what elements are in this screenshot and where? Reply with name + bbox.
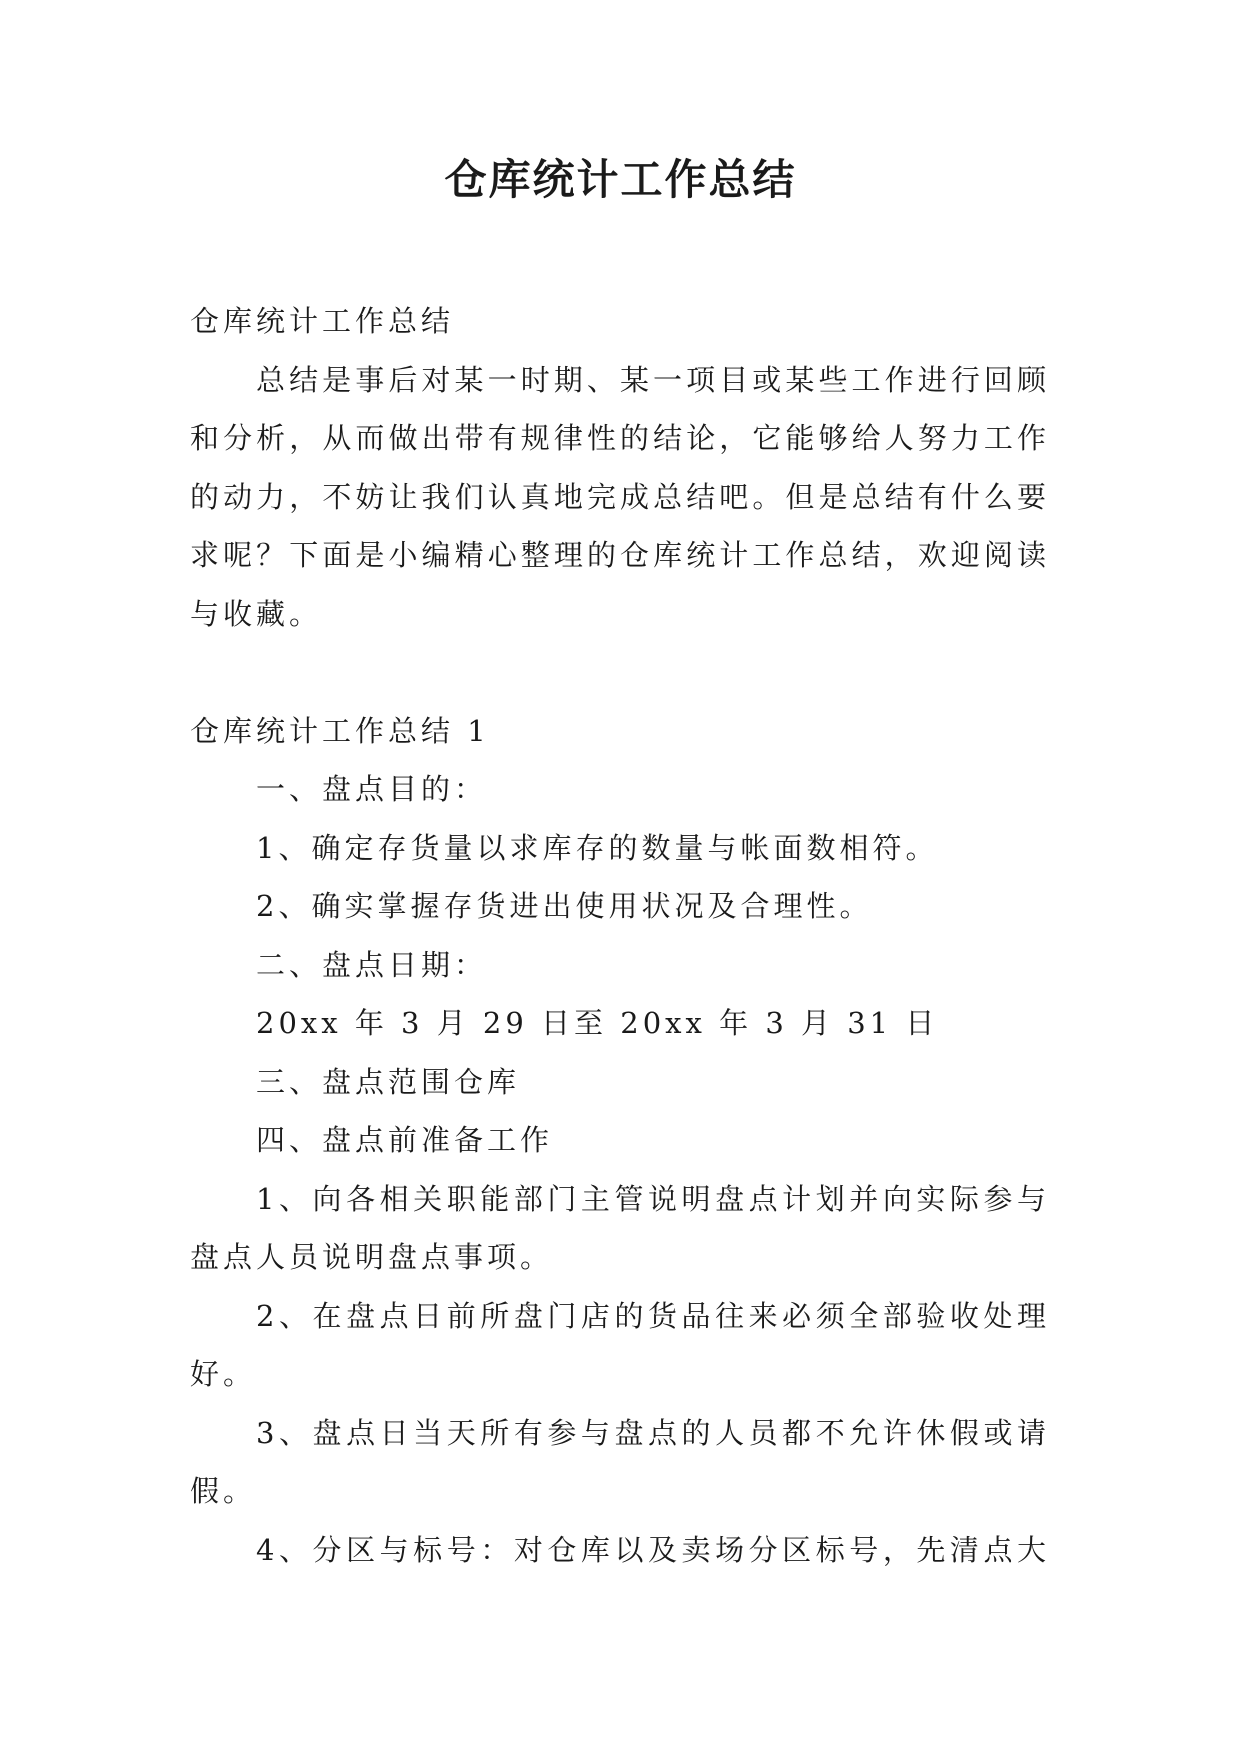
prep-heading: 四、盘点前准备工作 — [256, 1123, 554, 1157]
prep-item-4: 4、分区与标号：对仓库以及卖场分区标号，先清点大 — [256, 1532, 1050, 1567]
purpose-heading: 一、盘点目的： — [256, 772, 488, 806]
section-heading: 仓库统计工作总结 1 — [190, 713, 490, 748]
paragraph-spacer — [190, 643, 1050, 702]
date-heading: 二、盘点日期： — [256, 947, 488, 982]
subtitle: 仓库统计工作总结 — [190, 304, 455, 338]
prep-item-3: 3、盘点日当天所有参与盘点的人员都不允许休假或请假。 — [190, 1415, 1050, 1508]
intro-paragraph: 总结是事后对某一时期、某一项目或某些工作进行回顾和分析，从而做出带有规律性的结论，它能够给人努力工作的动力，不妨让我们认真地完成总结吧。但是总结有什么要求呢？下面是小编精心整理的仓库统计工作总结，欢迎阅读与收藏。 — [190, 362, 1050, 631]
prep-item-2: 2、在盘点日前所盘门店的货品往来必须全部验收处理好。 — [190, 1298, 1050, 1391]
purpose-item-1: 1、确定存货量以求库存的数量与帐面数相符。 — [256, 830, 939, 865]
scope-heading: 三、盘点范围仓库 — [256, 1064, 521, 1099]
prep-item-1: 1、向各相关职能部门主管说明盘点计划并向实际参与盘点人员说明盘点事项。 — [190, 1181, 1050, 1274]
document-title: 仓库统计工作总结 — [444, 155, 797, 204]
document-body — [190, 292, 1050, 1579]
purpose-item-2: 2、确实掌握存货进出使用状况及合理性。 — [256, 889, 873, 923]
date-value: 20xx 年 3 月 29 日至 20xx 年 3 月 31 日 — [256, 1006, 939, 1040]
